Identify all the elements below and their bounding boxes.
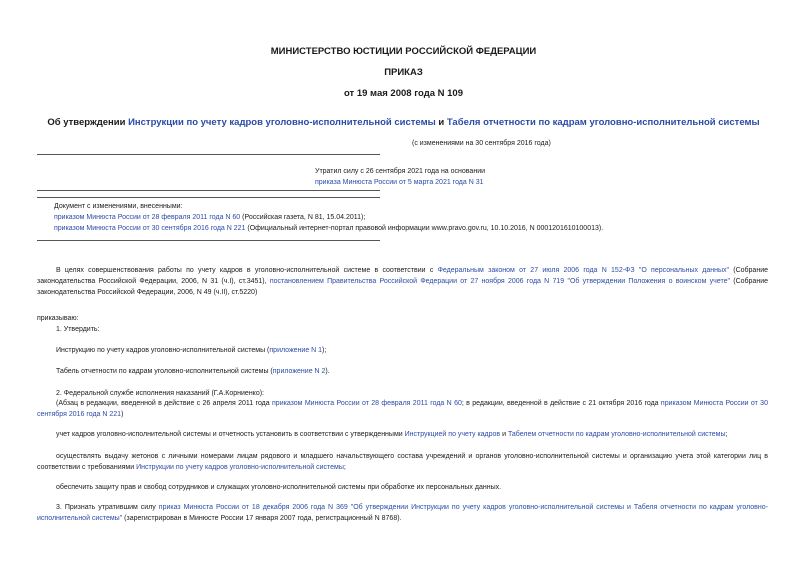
clause-2e: обеспечить защиту прав и свобод сотрудников и служащих уголовно-исполнительной системы при обработке их персональных данных. xyxy=(56,484,502,491)
clause-1b xyxy=(37,366,768,377)
clause-text: 3. Признать утратившим силу xyxy=(56,504,159,511)
expired-line: Утратил силу с 26 сентября 2021 года на основании xyxy=(315,168,486,175)
amendment-link[interactable]: приказом Минюста России от 28 февраля 2011 года N 60 xyxy=(54,214,241,221)
amendment-item xyxy=(54,223,774,234)
instruction-link[interactable]: Инструкцией по учету кадров xyxy=(404,431,501,438)
clause-text: ; xyxy=(343,464,346,471)
expired-link[interactable]: приказа Минюста России от 5 марта 2021 года N 31 xyxy=(315,179,484,186)
changes-note: (с изменениями на 30 сентября 2016 года) xyxy=(412,140,551,147)
preamble-text: (Собрание законодательства Российской Федерации, 2006, N 49 (ч.II), ст.5220) xyxy=(37,278,768,296)
amendment-source: (Официальный интернет-портал правовой информации www.pravo.gov.ru, 10.10.2016, N 0001201610100013). xyxy=(245,225,604,232)
tabel-link[interactable]: Табелем отчетности по кадрам уголовно-исполнительной системы xyxy=(507,431,726,438)
clause-text: учет кадров уголовно-исполнительной системы и отчетность установить в соответствии с утвержденными xyxy=(56,431,405,438)
clause-2d xyxy=(37,451,768,473)
divider xyxy=(37,197,380,198)
title-link-instruction[interactable]: Инструкции по учету кадров уголовно-исполнительной системы xyxy=(128,117,436,128)
date-number-heading: от 19 мая 2008 года N 109 xyxy=(343,88,464,99)
law-link[interactable]: Федеральным законом от 27 июля 2006 года N 152-ФЗ "О персональных данных" xyxy=(437,267,729,274)
clause-text: Табель отчетности по кадрам уголовно-исполнительной системы ( xyxy=(56,368,273,375)
amendment-source: (Российская газета, N 81, 15.04.2011); xyxy=(240,214,366,221)
instruction-link[interactable]: Инструкции по учету кадров уголовно-исполнительной системы xyxy=(136,464,344,471)
appendix-2-link[interactable]: приложение N 2 xyxy=(272,368,326,375)
title-prefix: Об утверждении xyxy=(47,117,129,128)
clause-3 xyxy=(37,502,768,524)
amendment-link[interactable]: приказом Минюста России от 28 февраля 2011 года N 60 xyxy=(272,400,462,407)
clause-text: ; в редакции, введенной в действие с 21 октября 2016 года xyxy=(461,400,661,407)
ministry-heading: МИНИСТЕРСТВО ЮСТИЦИИ РОССИЙСКОЙ ФЕДЕРАЦИИ xyxy=(270,46,537,57)
preamble-text: (Собрание законодательства Российской Федерации, 2006, N 31 (ч.I), ст.3451), xyxy=(37,267,768,285)
appendix-1-link[interactable]: приложение N 1 xyxy=(269,347,323,354)
preamble-text: В целях совершенствования работы по учету кадров в уголовно-исполнительной системе в соответствии с xyxy=(56,267,438,274)
clause-2-note xyxy=(37,398,768,420)
clause-1a xyxy=(37,345,768,356)
clause-text: ). xyxy=(325,368,330,375)
clause-text: ); xyxy=(322,347,327,354)
clause-text: и xyxy=(500,431,508,438)
clause-text: (зарегистрирован в Минюсте России 17 января 2007 года, регистрационный N 8768). xyxy=(122,515,402,522)
clause-text: осуществлять выдачу жетонов с личными номерами лицам рядового и младшего начальствующего состава учреждений и органов уголовно-исполнительной системы и организацию учета этой категории лиц в соответствии с требованиями xyxy=(37,453,768,471)
title-middle: и xyxy=(435,117,447,128)
document-title xyxy=(0,117,807,128)
preamble xyxy=(37,265,768,298)
amendment-link[interactable]: приказом Минюста России от 30 сентября 2016 года N 221 xyxy=(54,225,246,232)
divider xyxy=(37,154,380,155)
repealed-order-link[interactable]: приказ Минюста России от 18 декабря 2006 года N 369 "Об утверждении Инструкции по учету кадров уголовно-исполнительной системы и Табеля отчетности по кадрам уголовно-исполнительной системы" xyxy=(37,504,768,522)
divider xyxy=(37,190,380,191)
order-word: приказываю: xyxy=(37,315,79,322)
clause-text: (Абзац в редакции, введенной в действие с 26 апреля 2011 года xyxy=(56,400,273,407)
title-link-tabel[interactable]: Табеля отчетности по кадрам уголовно-исполнительной системы xyxy=(446,117,760,128)
clause-text: ) xyxy=(121,411,124,418)
clause-2-heading: 2. Федеральной службе исполнения наказаний (Г.А.Корниенко): xyxy=(56,390,264,397)
clause-2c xyxy=(37,429,768,440)
clause-text: ; xyxy=(725,431,728,438)
clause-1-heading: 1. Утвердить: xyxy=(56,326,100,333)
amendments-block xyxy=(54,201,774,234)
divider xyxy=(37,240,380,241)
amendment-item xyxy=(54,212,774,223)
decree-link[interactable]: постановлением Правительства Российской Федерации от 27 ноября 2006 года N 719 "Об утверждении Положения о воинском учете" xyxy=(269,278,730,285)
doc-type-heading: ПРИКАЗ xyxy=(384,67,423,78)
amendments-heading: Документ с изменениями, внесенными: xyxy=(54,203,183,210)
amendment-link[interactable]: приказом Минюста России от 30 сентября 2016 года N 221 xyxy=(37,400,768,418)
clause-text: Инструкцию по учету кадров уголовно-исполнительной системы ( xyxy=(56,347,270,354)
expired-note xyxy=(315,166,615,188)
